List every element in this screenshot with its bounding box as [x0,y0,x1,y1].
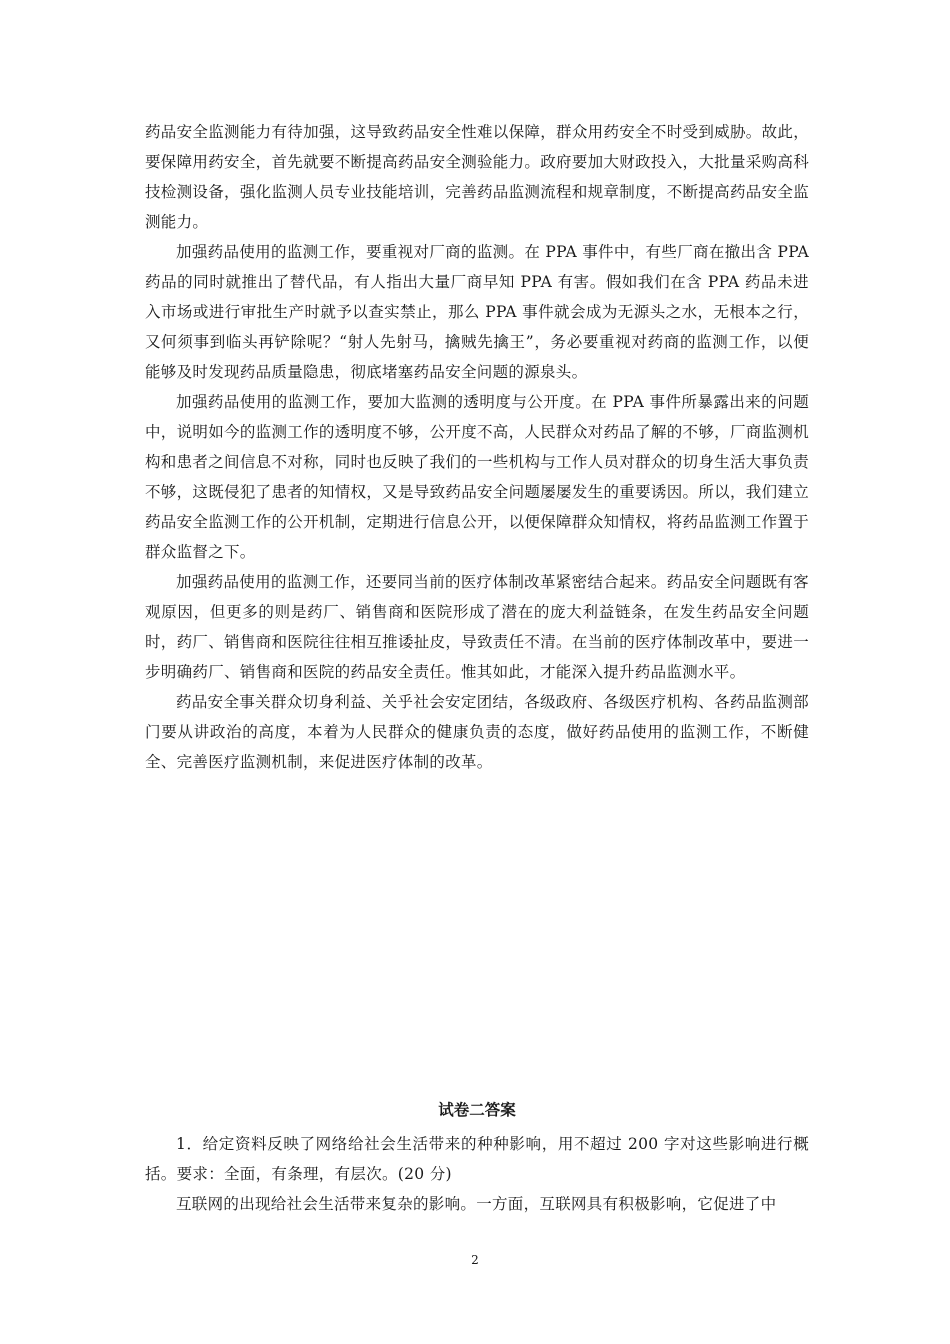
paragraph-transparency: 加强药品使用的监测工作，要加大监测的透明度与公开度。在 PPA 事件所暴露出来的问题中，说明如今的监测工作的透明度不够，公开度不高，人民群众对药品了解的不够，厂商监测机构和患者之间信息不对称，同时也反映了我们的一些机构与工作人员对群众的切身生活大事负责不够，这既侵犯了患者的知情权，又是导致药品安全问题屡屡发生的重要诱因。所以，我们建立药品安全监测工作的公开机制，定期进行信息公开，以便保障群众知情权，将药品监测工作置于群众监督之下。 [145,393,809,561]
answer-section [145,1129,809,1219]
paragraph-conclusion: 药品安全事关群众切身利益、关乎社会安定团结，各级政府、各级医疗机构、各药品监测部门要从讲政治的高度，本着为人民群众的健康负责的态度，做好药品使用的监测工作，不断健全、完善医疗监测机制，来促进医疗体制的改革。 [145,693,809,771]
question-1: 1．给定资料反映了网络给社会生活带来的种种影响，用不超过 200 字对这些影响进行概括。要求：全面，有条理，有层次。(20 分) [145,1135,809,1183]
paragraph-monitoring-capacity: 药品安全监测能力有待加强，这导致药品安全性难以保障，群众用药安全不时受到威胁。故此，要保障用药安全，首先就要不断提高药品安全测验能力。政府要加大财政投入，大批量采购高科技检测设备，强化监测人员专业技能培训，完善药品监测流程和规章制度，不断提高药品安全监测能力。 [145,123,809,231]
section-heading: 试卷二答案 [438,1100,516,1119]
essay-body [145,117,809,777]
page-number: 2 [471,1253,479,1267]
answer-1-start: 互联网的出现给社会生活带来复杂的影响。一方面，互联网具有积极影响，它促进了中 [176,1195,777,1213]
paragraph-medical-reform: 加强药品使用的监测工作，还要同当前的医疗体制改革紧密结合起来。药品安全问题既有客观原因，但更多的则是药厂、销售商和医院形成了潜在的庞大利益链条，在发生药品安全问题时，药厂、销售商和医院往往相互推诿扯皮，导致责任不清。在当前的医疗体制改革中，要进一步明确药厂、销售商和医院的药品安全责任。惟其如此，才能深入提升药品监测水平。 [145,573,809,681]
paragraph-manufacturer-monitoring: 加强药品使用的监测工作，要重视对厂商的监测。在 PPA 事件中，有些厂商在撤出含 PPA 药品的同时就推出了替代品，有人指出大量厂商早知 PPA 有害。假如我们在含 PPA 药品未进入市场或进行审批生产时就予以查实禁止，那么 PPA 事件就会成为无源头之水，无根本之行，又何须事到临头再铲除呢？“射人先射马，擒贼先擒王”，务必要重视对药商的监测工作，以便能够及时发现药品质量隐患，彻底堵塞药品安全问题的源泉头。 [145,243,809,381]
